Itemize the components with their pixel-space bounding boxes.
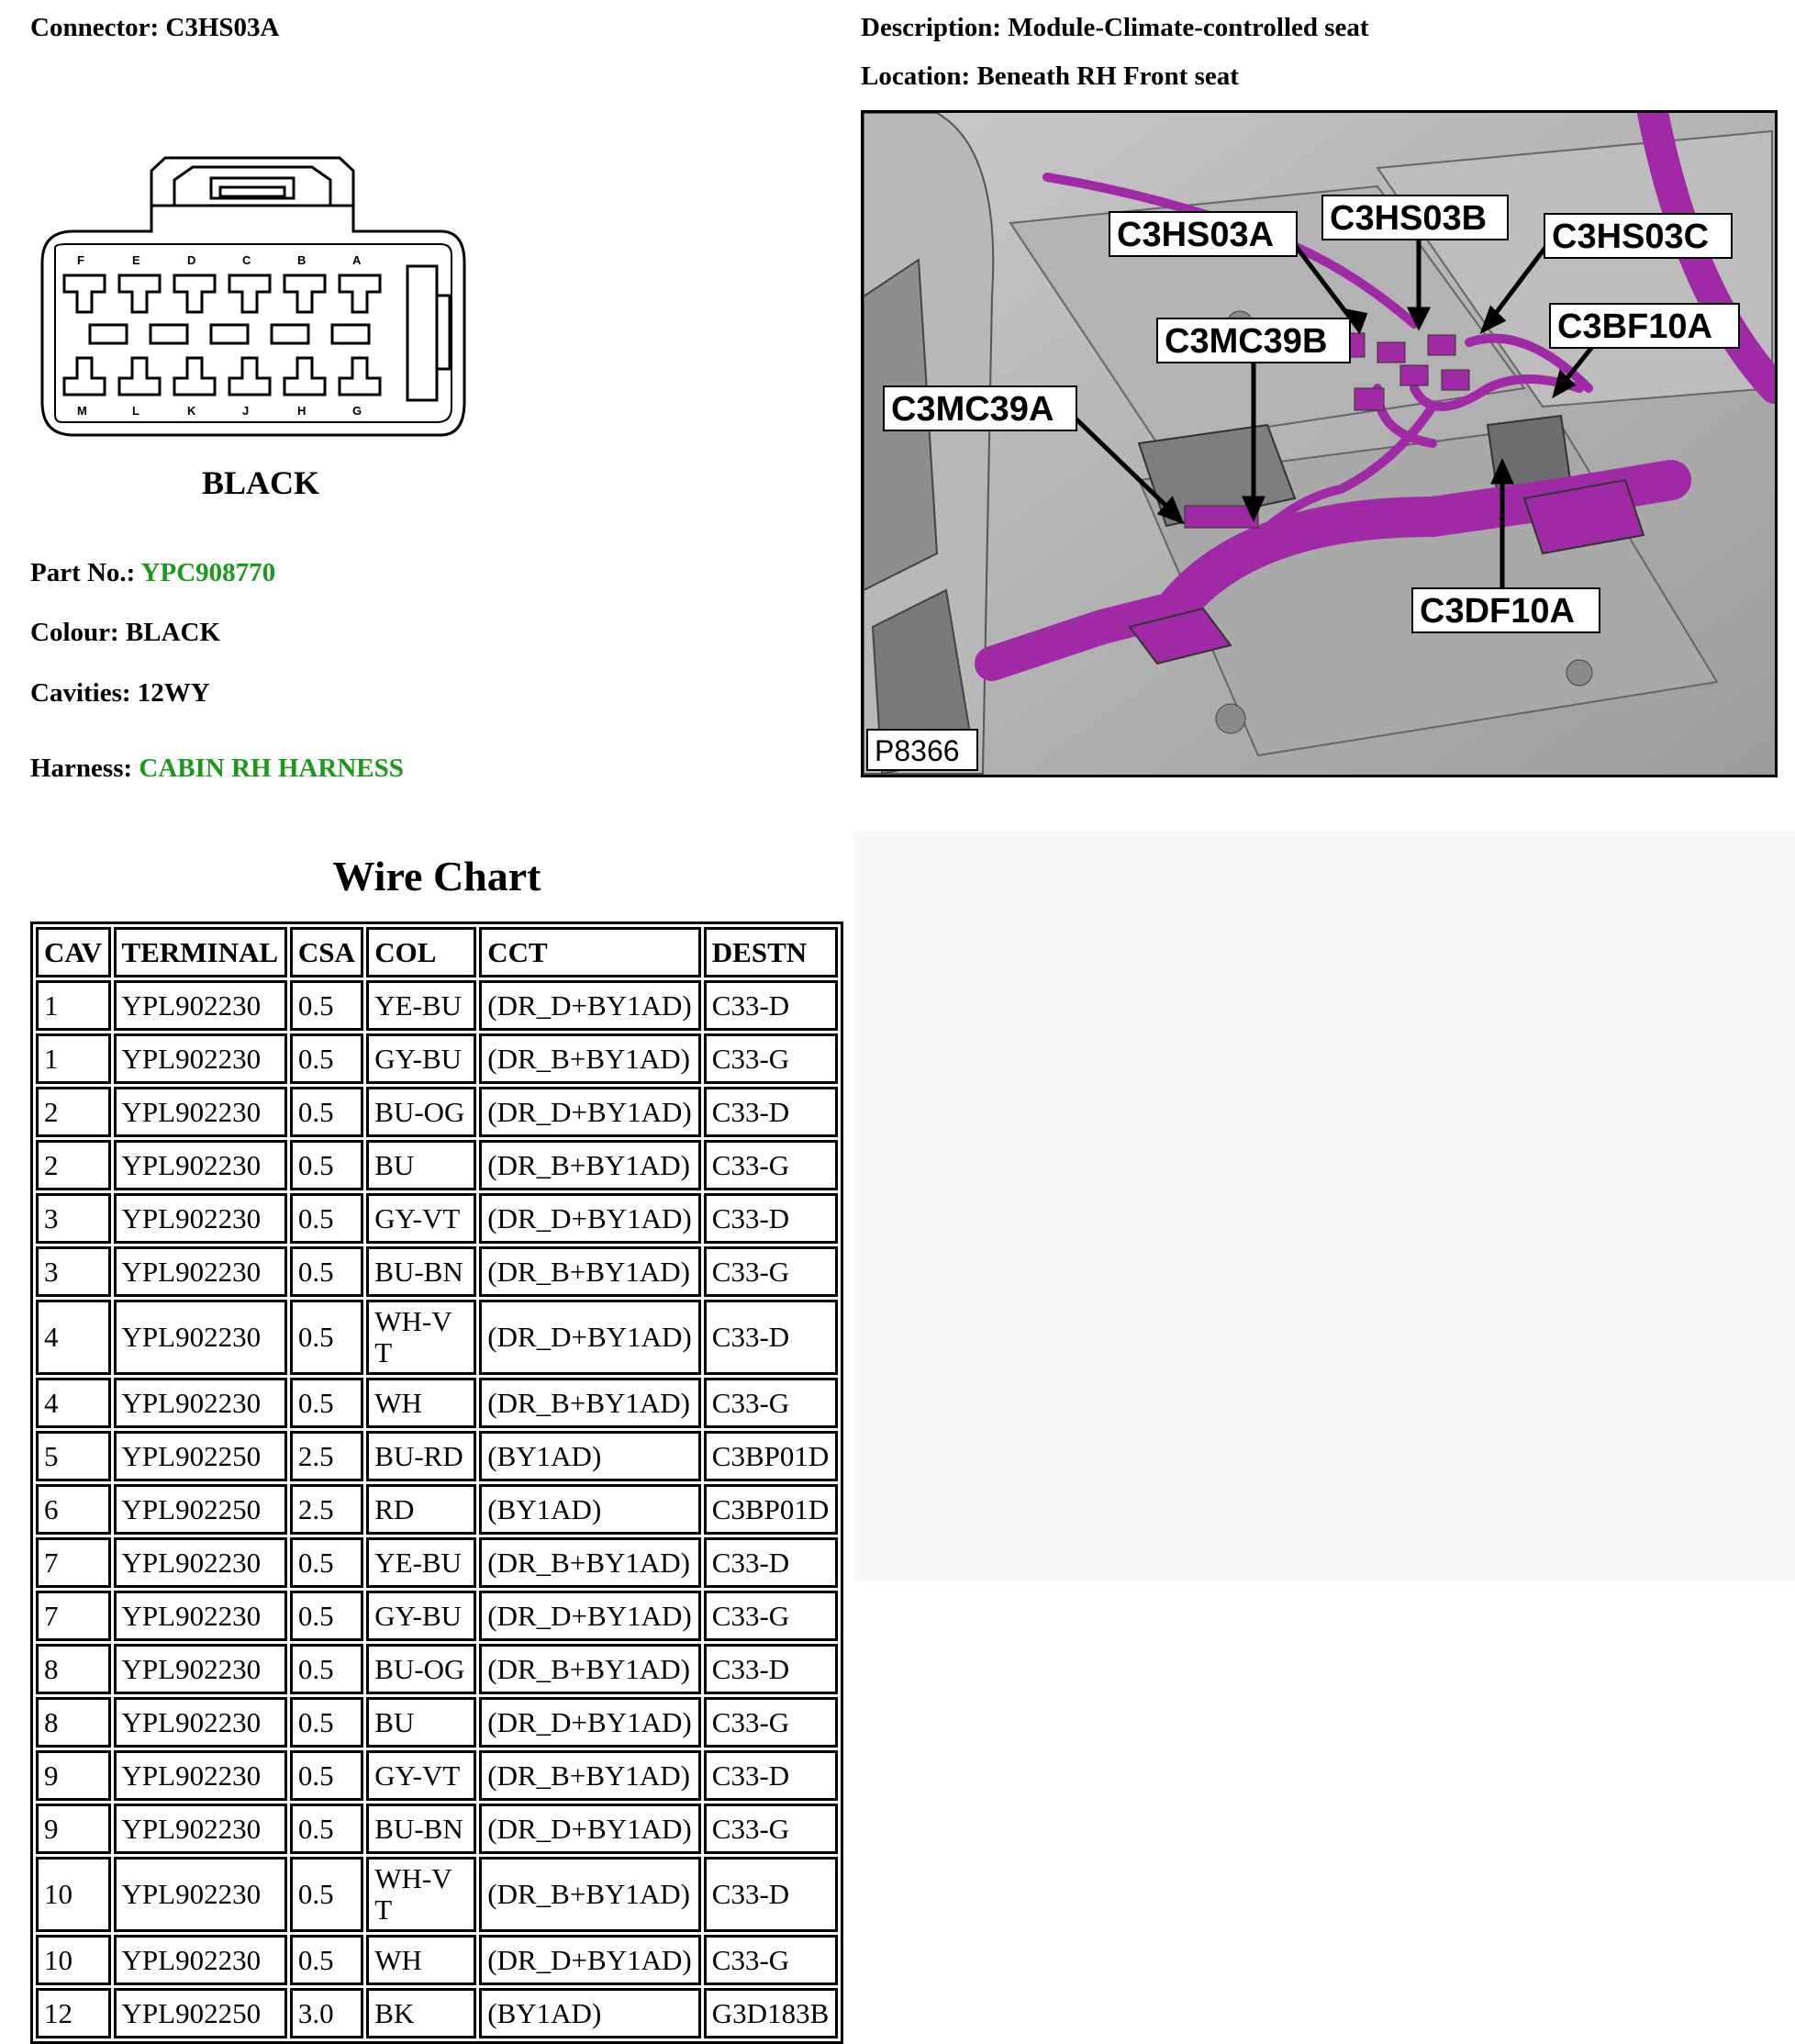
- top-pin-terminal: [64, 275, 105, 312]
- terminal-cell: YPL902230: [114, 1300, 287, 1375]
- terminal-cell: YPL902230: [114, 1378, 287, 1428]
- table-row: [36, 1033, 838, 1084]
- csa-cell: 2.5: [290, 1431, 363, 1481]
- csa-cell: 0.5: [290, 1644, 363, 1694]
- cav-cell: 1: [36, 1033, 111, 1084]
- harness-label: Harness:: [30, 754, 133, 783]
- terminal-cell: YPL902230: [114, 1935, 287, 1985]
- table-row: [36, 980, 838, 1031]
- cct-cell: (DR_D+BY1AD): [479, 1591, 701, 1641]
- cct-cell: (BY1AD): [479, 1988, 701, 2038]
- cav-cell: 2: [36, 1087, 111, 1137]
- header-destn: DESTN: [704, 927, 838, 977]
- csa-cell: 0.5: [290, 1378, 363, 1428]
- figure-id: P8366: [875, 734, 960, 767]
- destn-cell: C33-G: [704, 1378, 838, 1428]
- col-cell: BU: [366, 1697, 476, 1748]
- col-cell: WH-VT: [366, 1300, 476, 1375]
- destn-cell: C3BP01D: [704, 1484, 838, 1535]
- middle-slot: [211, 325, 248, 343]
- destn-cell: C3BP01D: [704, 1431, 838, 1481]
- destn-cell: C33-G: [704, 1033, 838, 1084]
- cav-cell: 2: [36, 1140, 111, 1190]
- col-cell: WH: [366, 1378, 476, 1428]
- destn-cell: C33-D: [704, 1300, 838, 1375]
- callout-c3df10a: C3DF10A: [1420, 592, 1575, 631]
- csa-cell: 0.5: [290, 1804, 363, 1854]
- table-row: [36, 1378, 838, 1428]
- table-row: [36, 1750, 838, 1801]
- cct-cell: (DR_D+BY1AD): [479, 1804, 701, 1854]
- terminal-cell: YPL902230: [114, 1750, 287, 1801]
- bottom-pin-terminal: [174, 358, 215, 395]
- col-cell: YE-BU: [366, 980, 476, 1031]
- cav-cell: 5: [36, 1431, 111, 1481]
- cct-cell: (DR_B+BY1AD): [479, 1644, 701, 1694]
- description-label: Description:: [861, 13, 1002, 42]
- pin-letter-h: H: [297, 404, 307, 418]
- destn-cell: C33-G: [704, 1697, 838, 1748]
- destn-cell: C33-D: [704, 1750, 838, 1801]
- pin-letter-f: F: [77, 253, 84, 267]
- callout-c3hs03c: C3HS03C: [1552, 218, 1710, 256]
- col-cell: BK: [366, 1988, 476, 2038]
- header-terminal: TERMINAL: [114, 927, 287, 977]
- colour-label: Colour:: [30, 618, 119, 647]
- header-csa: CSA: [290, 927, 363, 977]
- csa-cell: 0.5: [290, 1193, 363, 1244]
- location-photo: [861, 110, 1778, 777]
- pin-letter-l: L: [132, 404, 139, 418]
- csa-cell: 0.5: [290, 1935, 363, 1985]
- table-row: [36, 1193, 838, 1244]
- location-label: Location:: [861, 61, 971, 91]
- bottom-pin-terminal: [64, 358, 105, 395]
- table-row: [36, 1804, 838, 1854]
- cct-cell: (BY1AD): [479, 1484, 701, 1535]
- table-row: [36, 1246, 838, 1297]
- pin-letter-j: J: [242, 404, 250, 418]
- bottom-pin-terminal: [229, 358, 270, 395]
- callout-c3mc39a: C3MC39A: [891, 390, 1054, 429]
- cav-cell: 3: [36, 1246, 111, 1297]
- col-cell: BU-OG: [366, 1644, 476, 1694]
- table-row: [36, 1431, 838, 1481]
- col-cell: GY-VT: [366, 1193, 476, 1244]
- location-value: Beneath RH Front seat: [976, 61, 1239, 91]
- cavities-label: Cavities:: [30, 678, 131, 708]
- pin-letter-d: D: [187, 253, 196, 267]
- pin-letter-e: E: [132, 253, 140, 267]
- top-pin-terminal: [119, 275, 160, 312]
- colour-field: [30, 618, 220, 648]
- pin-letter-c: C: [242, 253, 251, 267]
- cct-cell: (DR_B+BY1AD): [479, 1378, 701, 1428]
- harness-field: [30, 754, 404, 784]
- connector-label: Connector:: [30, 13, 160, 42]
- top-pin-terminal: [229, 275, 270, 312]
- col-cell: WH: [366, 1935, 476, 1985]
- middle-slot: [272, 325, 308, 343]
- cav-cell: 7: [36, 1537, 111, 1588]
- destn-cell: C33-D: [704, 1193, 838, 1244]
- cct-cell: (DR_D+BY1AD): [479, 1697, 701, 1748]
- middle-slot: [151, 325, 187, 343]
- cct-cell: (BY1AD): [479, 1431, 701, 1481]
- bottom-pin-terminal: [340, 358, 380, 395]
- table-row: [36, 1087, 838, 1137]
- cav-cell: 8: [36, 1697, 111, 1748]
- csa-cell: 0.5: [290, 1591, 363, 1641]
- terminal-cell: YPL902230: [114, 1644, 287, 1694]
- cav-cell: 9: [36, 1804, 111, 1854]
- wire-chart-header-row: [36, 927, 838, 977]
- cct-cell: (DR_D+BY1AD): [479, 1087, 701, 1137]
- csa-cell: 0.5: [290, 1033, 363, 1084]
- cav-cell: 8: [36, 1644, 111, 1694]
- csa-cell: 2.5: [290, 1484, 363, 1535]
- callout-c3mc39b: C3MC39B: [1165, 322, 1328, 361]
- cct-cell: (DR_B+BY1AD): [479, 1537, 701, 1588]
- table-row: [36, 1140, 838, 1190]
- terminal-cell: YPL902250: [114, 1988, 287, 2038]
- csa-cell: 0.5: [290, 1750, 363, 1801]
- cct-cell: (DR_D+BY1AD): [479, 1193, 701, 1244]
- connector-field: [30, 13, 279, 43]
- terminal-cell: YPL902230: [114, 1804, 287, 1854]
- table-row: [36, 1591, 838, 1641]
- destn-cell: C33-G: [704, 1804, 838, 1854]
- table-row: [36, 1935, 838, 1985]
- terminal-cell: YPL902230: [114, 1140, 287, 1190]
- destn-cell: C33-D: [704, 1537, 838, 1588]
- part-number-field: [30, 558, 275, 588]
- col-cell: BU-BN: [366, 1804, 476, 1854]
- cct-cell: (DR_B+BY1AD): [479, 1857, 701, 1932]
- connector-colour-caption: BLACK: [202, 464, 320, 501]
- table-row: [36, 1300, 838, 1375]
- table-row: [36, 1697, 838, 1748]
- terminal-cell: YPL902230: [114, 1246, 287, 1297]
- table-row: [36, 1484, 838, 1535]
- connector-face-diagram: [37, 154, 468, 505]
- callout-c3hs03b: C3HS03B: [1330, 199, 1488, 238]
- top-pin-terminal: [174, 275, 215, 312]
- cavities-field: [30, 678, 210, 709]
- col-cell: BU: [366, 1140, 476, 1190]
- wire-chart-table: [30, 921, 843, 2044]
- csa-cell: 3.0: [290, 1988, 363, 2038]
- csa-cell: 0.5: [290, 1246, 363, 1297]
- cct-cell: (DR_B+BY1AD): [479, 1140, 701, 1190]
- terminal-cell: YPL902230: [114, 1087, 287, 1137]
- bottom-pin-terminal: [119, 358, 160, 395]
- cct-cell: (DR_B+BY1AD): [479, 1033, 701, 1084]
- table-row: [36, 1644, 838, 1694]
- table-row: [36, 1988, 838, 2038]
- pin-letter-a: A: [352, 253, 362, 267]
- terminal-cell: YPL902230: [114, 1857, 287, 1932]
- terminal-cell: YPL902230: [114, 1591, 287, 1641]
- terminal-cell: YPL902230: [114, 1033, 287, 1084]
- csa-cell: 0.5: [290, 1697, 363, 1748]
- empty-panel: [853, 831, 1795, 1581]
- col-cell: GY-BU: [366, 1591, 476, 1641]
- col-cell: YE-BU: [366, 1537, 476, 1588]
- top-pin-terminal: [284, 275, 325, 312]
- col-cell: BU-OG: [366, 1087, 476, 1137]
- middle-slot: [90, 325, 127, 343]
- cavities-value: 12WY: [137, 678, 210, 708]
- destn-cell: C33-G: [704, 1591, 838, 1641]
- cct-cell: (DR_D+BY1AD): [479, 1935, 701, 1985]
- cct-cell: (DR_D+BY1AD): [479, 980, 701, 1031]
- terminal-cell: YPL902250: [114, 1484, 287, 1535]
- location-field: [861, 61, 1239, 92]
- col-cell: RD: [366, 1484, 476, 1535]
- header-cct: CCT: [479, 927, 701, 977]
- table-row: [36, 1857, 838, 1932]
- cct-cell: (DR_B+BY1AD): [479, 1246, 701, 1297]
- col-cell: WH-VT: [366, 1857, 476, 1932]
- callout-c3hs03a: C3HS03A: [1117, 216, 1275, 254]
- cct-cell: (DR_B+BY1AD): [479, 1750, 701, 1801]
- cav-cell: 7: [36, 1591, 111, 1641]
- destn-cell: C33-D: [704, 980, 838, 1031]
- csa-cell: 0.5: [290, 1537, 363, 1588]
- destn-cell: C33-G: [704, 1246, 838, 1297]
- csa-cell: 0.5: [290, 980, 363, 1031]
- destn-cell: C33-D: [704, 1857, 838, 1932]
- col-cell: GY-BU: [366, 1033, 476, 1084]
- csa-cell: 0.5: [290, 1087, 363, 1137]
- bottom-pin-terminal: [284, 358, 325, 395]
- col-cell: GY-VT: [366, 1750, 476, 1801]
- cav-cell: 9: [36, 1750, 111, 1801]
- csa-cell: 0.5: [290, 1300, 363, 1375]
- part-number-link[interactable]: YPC908770: [140, 558, 276, 587]
- middle-slot: [332, 325, 369, 343]
- cav-cell: 10: [36, 1935, 111, 1985]
- cav-cell: 6: [36, 1484, 111, 1535]
- cav-cell: 4: [36, 1300, 111, 1375]
- csa-cell: 0.5: [290, 1140, 363, 1190]
- cav-cell: 3: [36, 1193, 111, 1244]
- wire-chart-title: Wire Chart: [332, 853, 541, 899]
- destn-cell: C33-G: [704, 1935, 838, 1985]
- terminal-cell: YPL902230: [114, 1193, 287, 1244]
- pin-letter-b: B: [297, 253, 307, 267]
- pin-letter-m: M: [77, 404, 87, 418]
- csa-cell: 0.5: [290, 1857, 363, 1932]
- cav-cell: 10: [36, 1857, 111, 1932]
- colour-value: BLACK: [125, 618, 221, 647]
- connector-value: C3HS03A: [165, 13, 280, 42]
- col-cell: BU-RD: [366, 1431, 476, 1481]
- part-number-label: Part No.:: [30, 558, 136, 587]
- description-value: Module-Climate-controlled seat: [1008, 13, 1369, 42]
- harness-link[interactable]: CABIN RH HARNESS: [139, 754, 404, 783]
- cct-cell: (DR_D+BY1AD): [479, 1300, 701, 1375]
- cav-cell: 12: [36, 1988, 111, 2038]
- table-row: [36, 1537, 838, 1588]
- terminal-cell: YPL902250: [114, 1431, 287, 1481]
- description-field: [861, 13, 1369, 43]
- terminal-cell: YPL902230: [114, 1537, 287, 1588]
- top-pin-terminal: [340, 275, 380, 312]
- destn-cell: C33-D: [704, 1644, 838, 1694]
- pin-letter-k: K: [187, 404, 196, 418]
- col-cell: BU-BN: [366, 1246, 476, 1297]
- destn-cell: C33-G: [704, 1140, 838, 1190]
- terminal-cell: YPL902230: [114, 1697, 287, 1748]
- cav-cell: 4: [36, 1378, 111, 1428]
- callout-c3bf10a: C3BF10A: [1557, 307, 1712, 346]
- cav-cell: 1: [36, 980, 111, 1031]
- header-col: COL: [366, 927, 476, 977]
- pin-letter-g: G: [352, 404, 362, 418]
- destn-cell: C33-D: [704, 1087, 838, 1137]
- header-cav: CAV: [36, 927, 111, 977]
- terminal-cell: YPL902230: [114, 980, 287, 1031]
- destn-cell: G3D183B: [704, 1988, 838, 2038]
